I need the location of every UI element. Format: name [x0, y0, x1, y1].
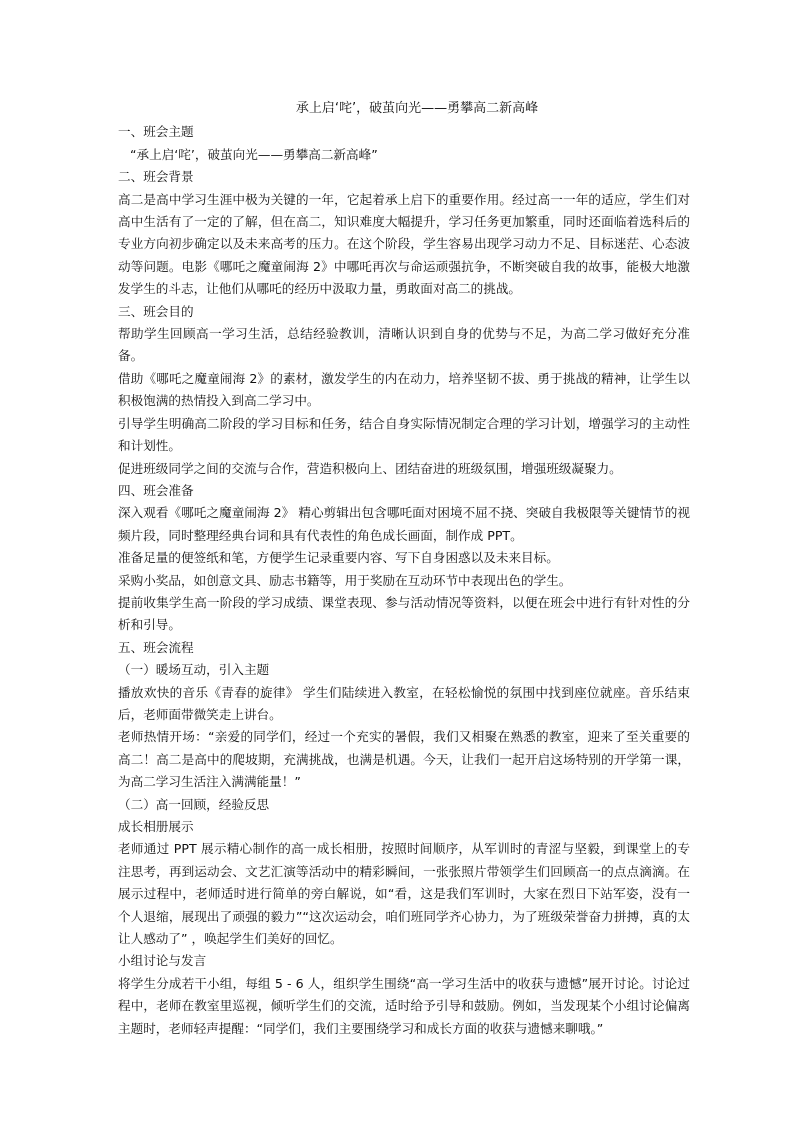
preparation-item: 提前收集学生高一阶段的学习成绩、课堂表现、参与活动情况等资料，以便在班会中进行有针对性的分析和引导。: [118, 594, 690, 633]
preparation-item: 采购小奖品，如创意文具、励志书籍等，用于奖励在互动环节中表现出色的学生。: [118, 572, 572, 588]
background-paragraph: 高二是高中学习生涯中极为关键的一年，它起着承上启下的重要作用。经过高一一年的适应，学生们对高中生活有了一定的了解，但在高二，知识难度大幅提升，学习任务更加繁重，同时还面临着选科后的专业方向初步确定以及未来高考的压力。在这个阶段，学生容易出现学习动力不足、目标迷茫、心态波动等问题。电影《哪吒之魔童闹海 2》中哪吒再次与命运顽强抗争，不断突破自我的故事，能极大地激发学生的斗志，让他们从哪吒的经历中汲取力量，勇敢面对高二的挑战。: [118, 191, 690, 297]
process-paragraph: 老师热情开场：“亲爱的同学们，经过一个充实的暑假，我们又相聚在熟悉的教室，迎来了至关重要的高二！高二是高中的爬坡期，充满挑战，也满是机遇。今天，让我们一起开启这场特别的开学第一课，为高二学习生活注入满满能量！”: [118, 729, 690, 790]
group-discussion-heading: 小组讨论与发言: [118, 953, 207, 969]
preparation-item: 准备足量的便签纸和笔，方便学生记录重要内容、写下自身困惑以及未来目标。: [118, 550, 559, 566]
album-heading: 成长相册展示: [118, 819, 194, 834]
purpose-item: 引导学生明确高二阶段的学习目标和任务，结合自身实际情况制定合理的学习计划，增强学习的主动性和计划性。: [118, 415, 690, 454]
section-heading-background: 二、班会背景: [118, 169, 194, 185]
document-title: 承上启‘咤’，破茧向光——勇攀高二新高峰: [295, 101, 539, 116]
group-discussion-paragraph: 将学生分成若干小组，每组 5 - 6 人，组织学生围绕“高一学习生活中的收获与遗憾”展开讨论。讨论过程中，老师在教室里巡视，倾听学生们的交流，适时给予引导和鼓励。例如，当发现某个小组讨论偏离主题时，老师轻声提醒：“同学们，我们主要围绕学习和成长方面的收获与遗憾来聊哦。”: [118, 975, 690, 1036]
preparation-item: 深入观看《哪吒之魔童闹海 2》 精心剪辑出包含哪吒面对困境不屈不挠、突破自我极限等关键情节的视频片段，同时整理经典台词和具有代表性的角色成长画面，制作成 PPT。: [118, 505, 690, 543]
purpose-item: 帮助学生回顾高一学习生活，总结经验教训，清晰认识到自身的优势与不足，为高二学习做好充分准备。: [118, 326, 690, 364]
section-heading-purpose: 三、班会目的: [118, 303, 194, 319]
theme-text: “承上启‘咤’，破茧向光——勇攀高二新高峰”: [130, 146, 378, 162]
document-page: [118, 98, 690, 1040]
album-paragraph: 老师通过 PPT 展示精心制作的高一成长相册，按照时间顺序，从军训时的青涩与坚毅，到课堂上的专注思考，再到运动会、文艺汇演等活动中的精彩瞬间，一张张照片带领学生们回顾高一的点点滴滴。在展示过程中，老师适时进行简单的旁白解说，如“看，这是我们军训时，大家在烈日下站军姿，没有一个人退缩，展现出了顽强的毅力”“这次运动会，咱们班同学齐心协力，为了班级荣誉奋力拼搏，真的太让人感动了” ，唤起学生们美好的回忆。: [118, 841, 690, 947]
purpose-item: 借助《哪吒之魔童闹海 2》的素材，激发学生的内在动力，培养坚韧不拔、勇于挑战的精神，让学生以积极饱满的热情投入到高二学习中。: [118, 370, 690, 409]
section-heading-preparation: 四、班会准备: [118, 482, 194, 498]
process-paragraph: 播放欢快的音乐《青春的旋律》 学生们陆续进入教室，在轻松愉悦的氛围中找到座位就座。音乐结束后，老师面带微笑走上讲台。: [118, 684, 690, 722]
section-heading-theme: 一、班会主题: [118, 124, 194, 140]
purpose-item: 促进班级同学之间的交流与合作，营造积极向上、团结奋进的班级氛围，增强班级凝聚力。: [118, 460, 622, 476]
section-heading-process: 五、班会流程: [118, 639, 194, 655]
process-step-heading: （二）高一回顾，经验反思: [118, 796, 270, 812]
process-step-heading: （一）暖场互动，引入主题: [118, 662, 270, 678]
